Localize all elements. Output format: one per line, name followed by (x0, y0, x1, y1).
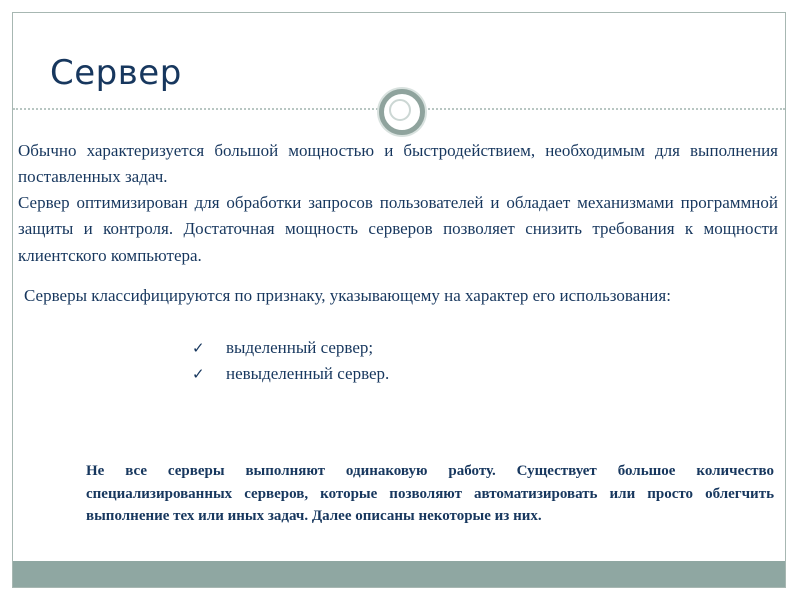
list-item-text: выделенный сервер; (226, 338, 374, 357)
paragraph-optimization: Сервер оптимизирован для обработки запросов пользователей и обладает механизмами программной защиты и контроля. Достаточная мощность серверов позволяет снизить требования к мощности клиентского компьютера. (18, 193, 778, 265)
footer-band (13, 561, 785, 587)
list-item-text: невыделенный сервер. (226, 364, 390, 384)
server-types-list (192, 335, 389, 388)
paragraph-classification: Серверы классифицируются по признаку, указывающему на характер его использования: (24, 286, 671, 305)
list-item (192, 361, 389, 387)
note-specialized-servers: Не все серверы выполняют одинаковую работу. Существует большое количество специализированных серверов, которые позволяют автоматизировать или просто облегчить выполнение тех или иных задач. Далее описаны некоторые из них. (86, 463, 774, 525)
checkmark-icon: ✓ (192, 339, 205, 357)
paragraph-characteristics: Обычно характеризуется большой мощностью и быстродействием, необходимым для выполнения поставленных задач. (18, 141, 778, 187)
slide-title: Сервер (50, 53, 182, 93)
list-item (192, 335, 389, 361)
ring-icon (379, 89, 425, 135)
checkmark-icon: ✓ (192, 365, 205, 384)
